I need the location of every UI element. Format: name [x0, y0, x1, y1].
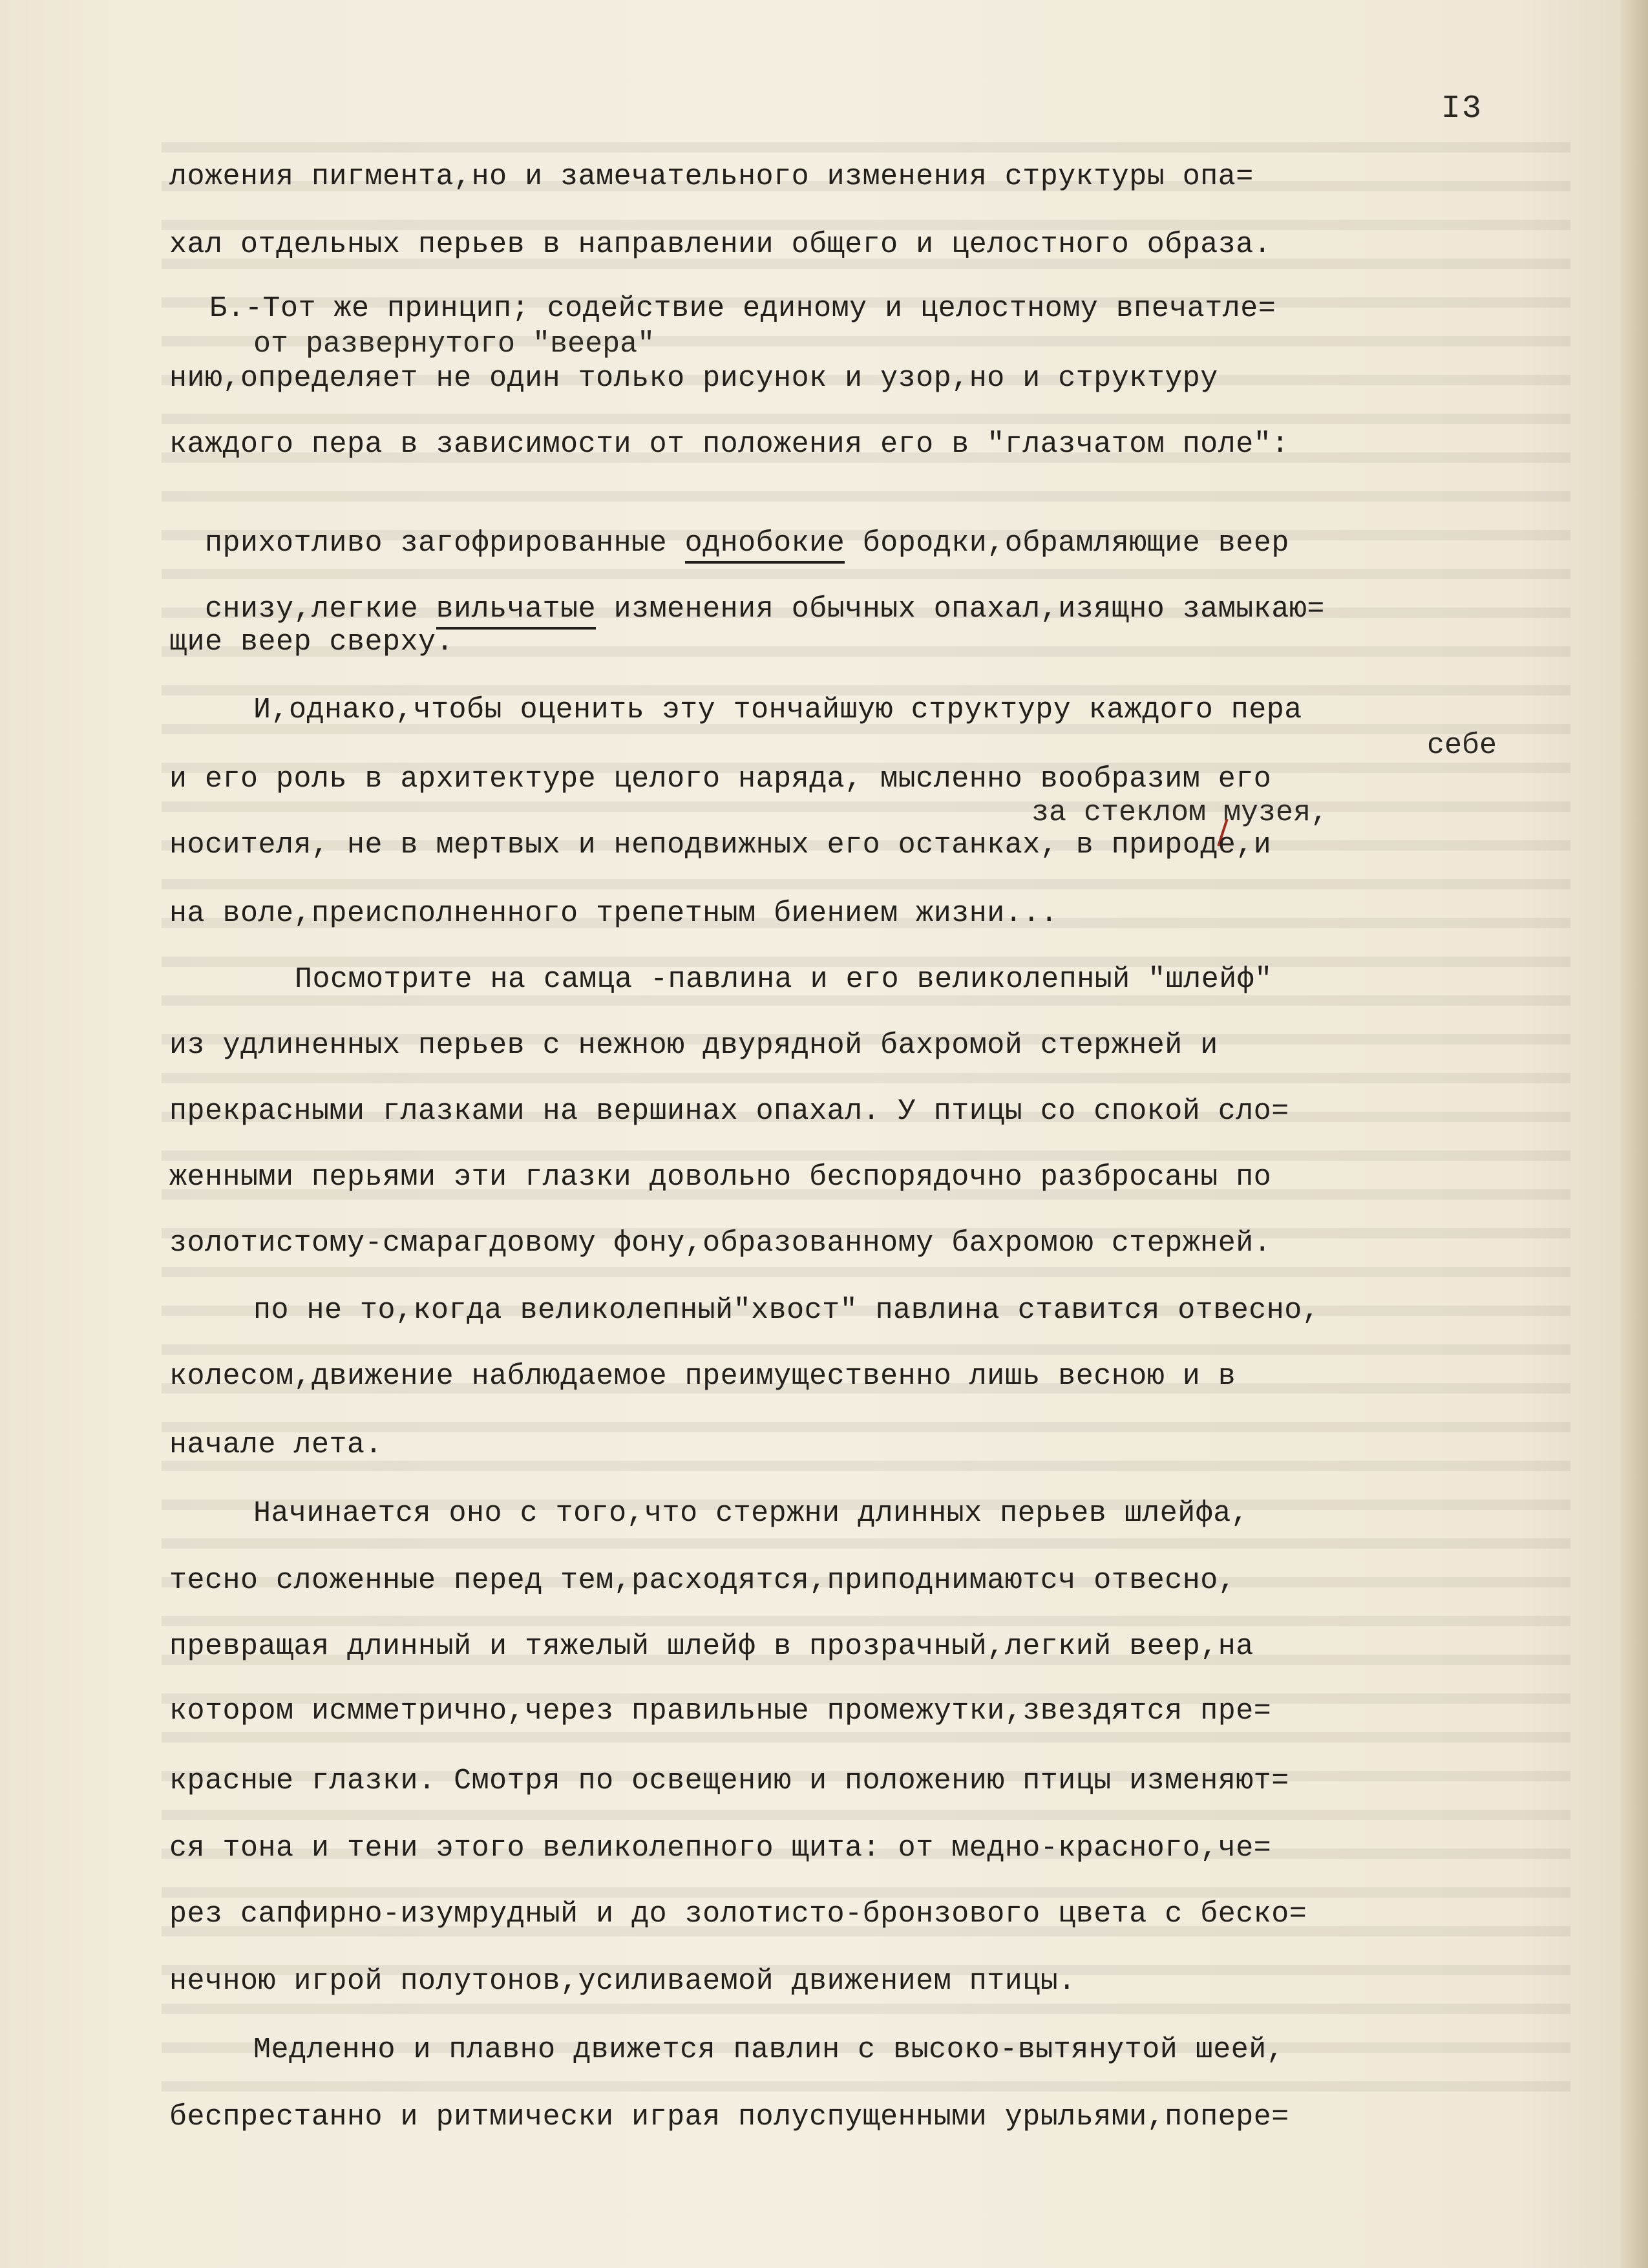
- text-line: на воле,преисполненного трепетным биением жизни...: [169, 897, 1059, 930]
- text-line: начале лета.: [169, 1428, 383, 1461]
- text-line: Б.-Тот же принцип; содействие единому и целостному впечатле=: [209, 292, 1276, 325]
- text-line: золотистому-смарагдовому фону,образованному бахромою стержней.: [169, 1227, 1272, 1260]
- handwritten-insertion: от развернутого "веера": [253, 328, 655, 361]
- handwritten-insertion: за стеклом музея,: [1031, 796, 1329, 829]
- text-line: нечною игрой полутонов,усиливаемой движением птицы.: [169, 1965, 1076, 1998]
- text-line: колесом,движение наблюдаемое преимущественно лишь весною и в: [169, 1360, 1236, 1393]
- text-line: нию,определяет не один только рисунок и узор,но и структуру: [169, 362, 1218, 395]
- underlined-word: однобокие: [685, 527, 845, 564]
- text-line: хал отдельных перьев в направлении общего и целостного образа.: [169, 228, 1272, 261]
- text-line: каждого пера в зависимости от положения его в "глазчатом поле":: [169, 428, 1289, 461]
- text-segment: снизу,легкие: [205, 593, 419, 626]
- text-line: красные глазки. Смотря по освещению и положению птицы изменяют=: [169, 1765, 1289, 1797]
- text-line: Начинается оно с того,что стержни длинных перьев шлейфа,: [253, 1497, 1249, 1530]
- text-line: носителя, не в мертвых и неподвижных его останках, в природе,и: [169, 829, 1272, 862]
- text-segment: изменения обычных опахал,изящно замыкаю=: [613, 593, 1325, 626]
- text-line: котором исмметрично,через правильные промежутки,звездятся пре=: [169, 1695, 1272, 1728]
- text-line: тесно сложенные перед тем,расходятся,приподнимаютсч отвесно,: [169, 1564, 1236, 1597]
- text-line: Медленно и плавно движется павлин с высоко-вытянутой шеей,: [253, 2033, 1285, 2066]
- text-segment: прихотливо загофрированные: [205, 527, 668, 560]
- text-line: из удлиненных перьев с нежною двурядной бахромой стержней и: [169, 1029, 1218, 1062]
- underlined-word: вильчатые: [436, 593, 597, 630]
- handwritten-insertion: себе: [1427, 729, 1497, 762]
- text-line: Посмотрите на самца -павлина и его великолепный "шлейф": [295, 963, 1273, 996]
- page-number: I3: [1441, 90, 1483, 127]
- text-line: беспрестанно и ритмически играя полуспущенными урыльями,попере=: [169, 2101, 1289, 2134]
- text-line: ся тона и тени этого великолепного щита: от медно-красного,че=: [169, 1832, 1272, 1865]
- paper-edge: [1621, 0, 1648, 2268]
- text-line: [169, 494, 1289, 560]
- text-line: по не то,когда великолепный"хвост" павлина ставится отвесно,: [253, 1294, 1320, 1327]
- text-line: прекрасными глазками на вершинах опахал. У птицы со спокой сло=: [169, 1095, 1289, 1128]
- text-line: рез сапфирно-изумрудный и до золотисто-бронзового цвета с беско=: [169, 1898, 1307, 1931]
- text-line: И,однако,чтобы оценить эту тончайшую структуру каждого пера: [253, 694, 1302, 726]
- text-line: [169, 560, 1325, 626]
- text-line: женными перьями эти глазки довольно беспорядочно разбросаны по: [169, 1161, 1272, 1194]
- text-segment: бородки,обрамляющие веер: [862, 527, 1289, 560]
- text-line: ложения пигмента,но и замечательного изменения структуры опа=: [169, 160, 1254, 193]
- text-line: превращая длинный и тяжелый шлейф в прозрачный,легкий веер,на: [169, 1630, 1254, 1663]
- text-line: щие веер сверху.: [169, 626, 454, 659]
- text-line: и его роль в архитектуре целого наряда, мысленно вообразим его: [169, 763, 1272, 796]
